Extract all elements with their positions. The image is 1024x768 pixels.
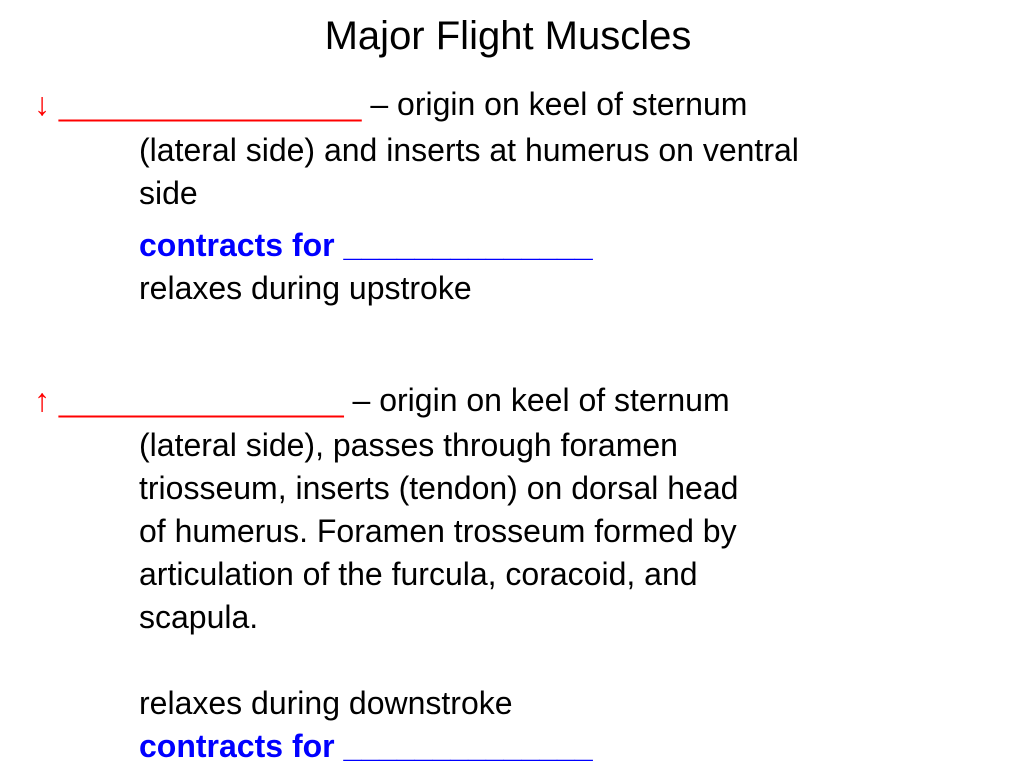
muscle-2-description-line-2: (lateral side), passes through foramen [139,427,678,463]
up-arrow-icon: ↑ [34,382,50,418]
muscle-2-origin-text: – origin on keel of sternum [343,382,730,418]
muscle-1-heading-line [34,84,747,124]
muscle-2-heading-line [34,380,730,420]
slide-title: Major Flight Muscles [324,14,692,58]
muscle-1-origin-text: – origin on keel of sternum [361,86,748,122]
muscle-1-name-blank: _________________ [58,86,362,122]
muscle-2-relaxes: relaxes during downstroke [139,685,513,721]
muscle-1-contracts-for: contracts for ______________ [139,227,593,263]
muscle-2-description-line-3: triosseum, inserts (tendon) on dorsal head [139,470,739,506]
muscle-1-description-line-2: (lateral side) and inserts at humerus on ventral [139,132,799,168]
muscle-2-name-blank: ________________ [58,382,344,418]
muscle-2-description-line-4: of humerus. Foramen trosseum formed by [139,513,737,549]
muscle-2-contracts-for: contracts for ______________ [139,728,593,764]
muscle-1-description-line-3: side [139,175,198,211]
muscle-2-description-line-5: articulation of the furcula, coracoid, and [139,556,698,592]
muscle-2-description-line-6: scapula. [139,599,259,635]
muscle-1-relaxes: relaxes during upstroke [139,270,472,306]
down-arrow-icon: ↓ [34,86,50,122]
